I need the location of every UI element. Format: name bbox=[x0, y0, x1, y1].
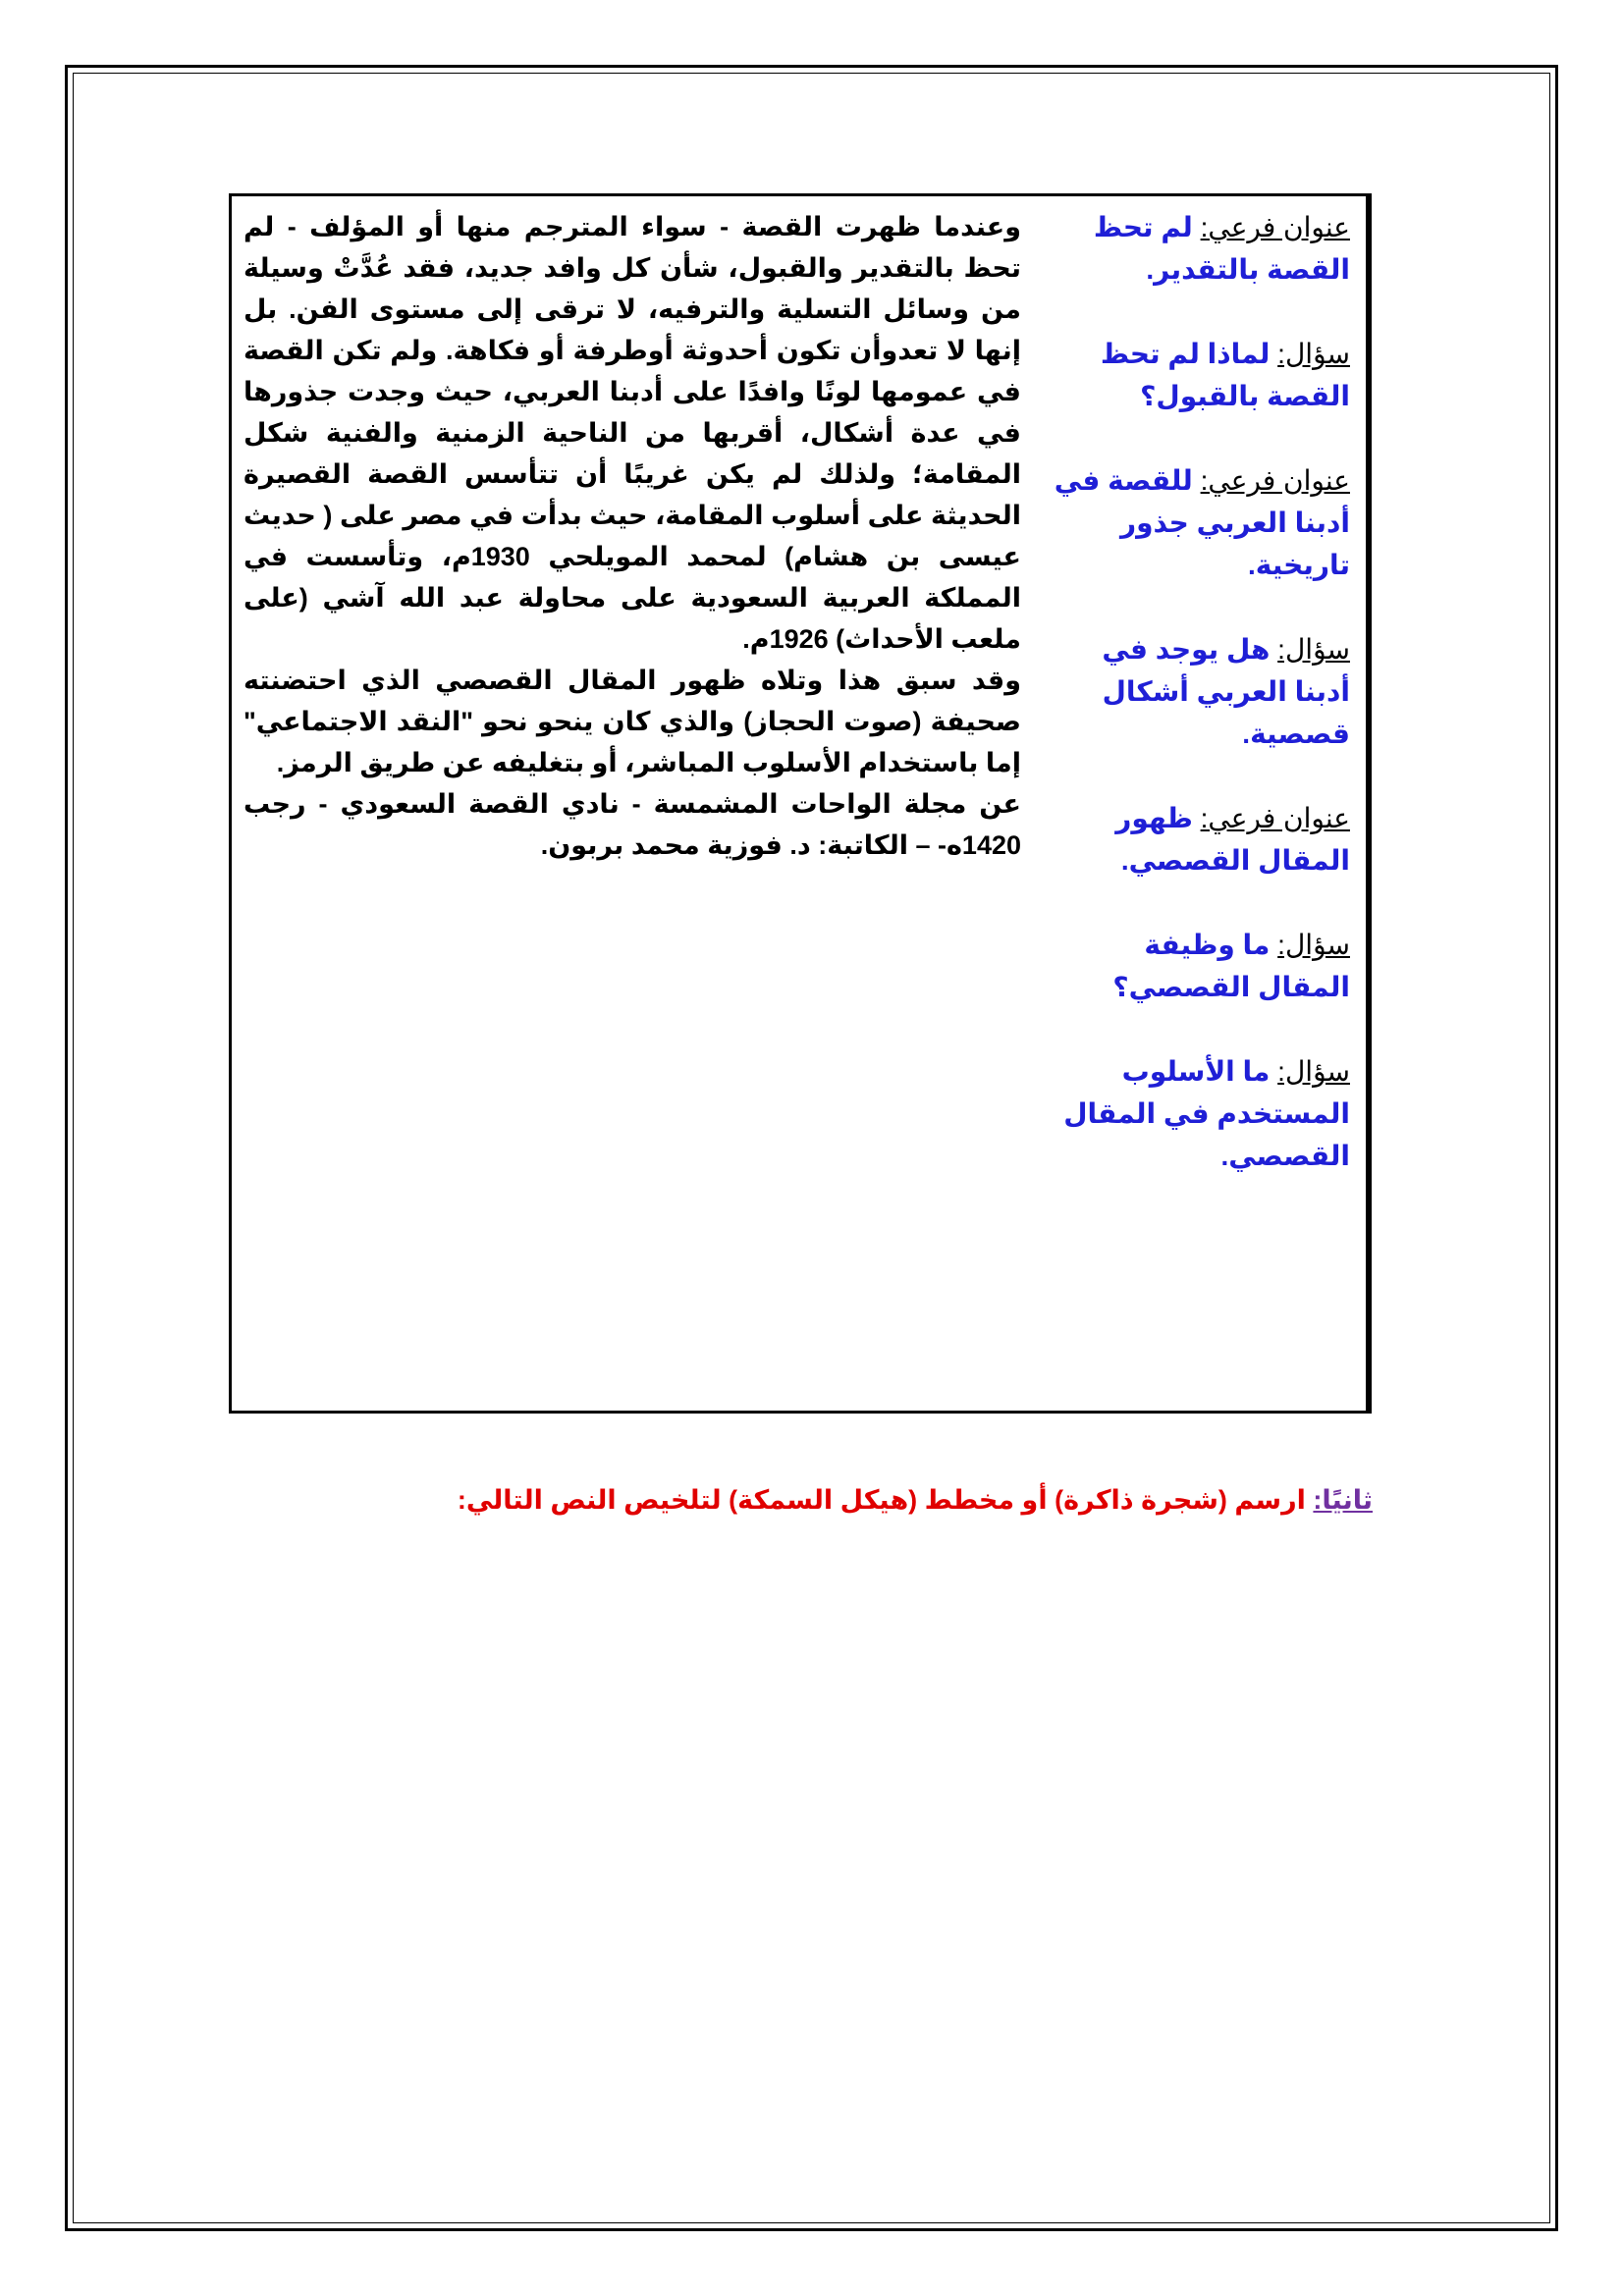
side-note-label: سؤال: bbox=[1277, 339, 1350, 369]
side-note-subtitle bbox=[1051, 459, 1350, 586]
side-note-text: لم تحظ القصة بالتقدير. bbox=[1093, 212, 1350, 285]
side-note-question bbox=[1051, 628, 1350, 755]
task-instruction bbox=[458, 1480, 1373, 1520]
side-note-text: ما الأسلوب المستخدم في المقال القصصي. bbox=[1063, 1056, 1350, 1171]
side-note-label: سؤال: bbox=[1277, 634, 1350, 665]
instruction-label: ثانيًا: bbox=[1313, 1485, 1373, 1515]
side-note-label: عنوان فرعي: bbox=[1200, 212, 1350, 242]
side-note-text: ظهور المقال القصصي. bbox=[1115, 803, 1350, 876]
side-note-question bbox=[1051, 333, 1350, 417]
side-note-subtitle bbox=[1051, 797, 1350, 881]
main-paragraph-2: وقد سبق هذا وتلاه ظهور المقال القصصي الذي احتضنته صحيفة (صوت الحجاز) والذي كان ينحو نحو "النقد الاجتماعي" إما باستخدام الأسلوب المباشر، أو بتغليفه عن طريق الرمز. bbox=[243, 666, 1021, 777]
side-notes-cell bbox=[1041, 196, 1369, 1411]
side-note-question bbox=[1051, 924, 1350, 1008]
main-text-cell bbox=[232, 196, 1041, 1411]
instruction-text: ارسم (شجرة ذاكرة) أو مخطط (هيكل السمكة) لتلخيص النص التالي: bbox=[457, 1485, 1306, 1515]
side-note-text: هل يوجد في أدبنا العربي أشكال قصصية. bbox=[1102, 634, 1350, 749]
side-note-label: سؤال: bbox=[1277, 930, 1350, 960]
side-note-text: للقصة في أدبنا العربي جذور تاريخية. bbox=[1054, 465, 1350, 580]
side-note-label: عنوان فرعي: bbox=[1200, 465, 1350, 496]
content-table bbox=[229, 193, 1372, 1414]
side-note-text: ما وظيفة المقال القصصي؟ bbox=[1112, 930, 1350, 1002]
side-note-label: سؤال: bbox=[1277, 1056, 1350, 1087]
side-note-subtitle bbox=[1051, 206, 1350, 291]
main-paragraph-1: وعندما ظهرت القصة - سواء المترجم منها أو المؤلف - لم تحظ بالتقدير والقبول، شأن كل وافد جديد، فقد عُدَّتْ وسيلة من وسائل التسلية والترفيه، لا ترقى إلى مستوى الفن. بل إنها لا تعدوأن تكون أحدوثة أوطرفة أو فكاهة. ولم تكن القصة في عمومها لونًا وافدًا على أدبنا العربي، حيث وجدت جذورها في عدة أشكال، أقربها من الناحية الزمنية والفنية شكل المقامة؛ ولذلك لم يكن غريبًا أن تتأسس القصة القصيرة الحديثة على أسلوب المقامة، حيث بدأت في مصر على ( حديث عيسى بن هشام) لمحمد المويلحي 1930م، وتأسست في المملكة العربية السعودية على محاولة عبد الله آشي (على ملعب الأحداث) 1926م. bbox=[243, 212, 1021, 654]
side-note-label: عنوان فرعي: bbox=[1200, 803, 1350, 833]
side-note-question bbox=[1051, 1050, 1350, 1177]
side-note-text: لماذا لم تحظ القصة بالقبول؟ bbox=[1100, 339, 1350, 411]
main-paragraph-3: عن مجلة الواحات المشمسة - نادي القصة السعودي - رجب 1420ه- – الكاتبة: د. فوزية محمد بربون. bbox=[243, 789, 1021, 860]
